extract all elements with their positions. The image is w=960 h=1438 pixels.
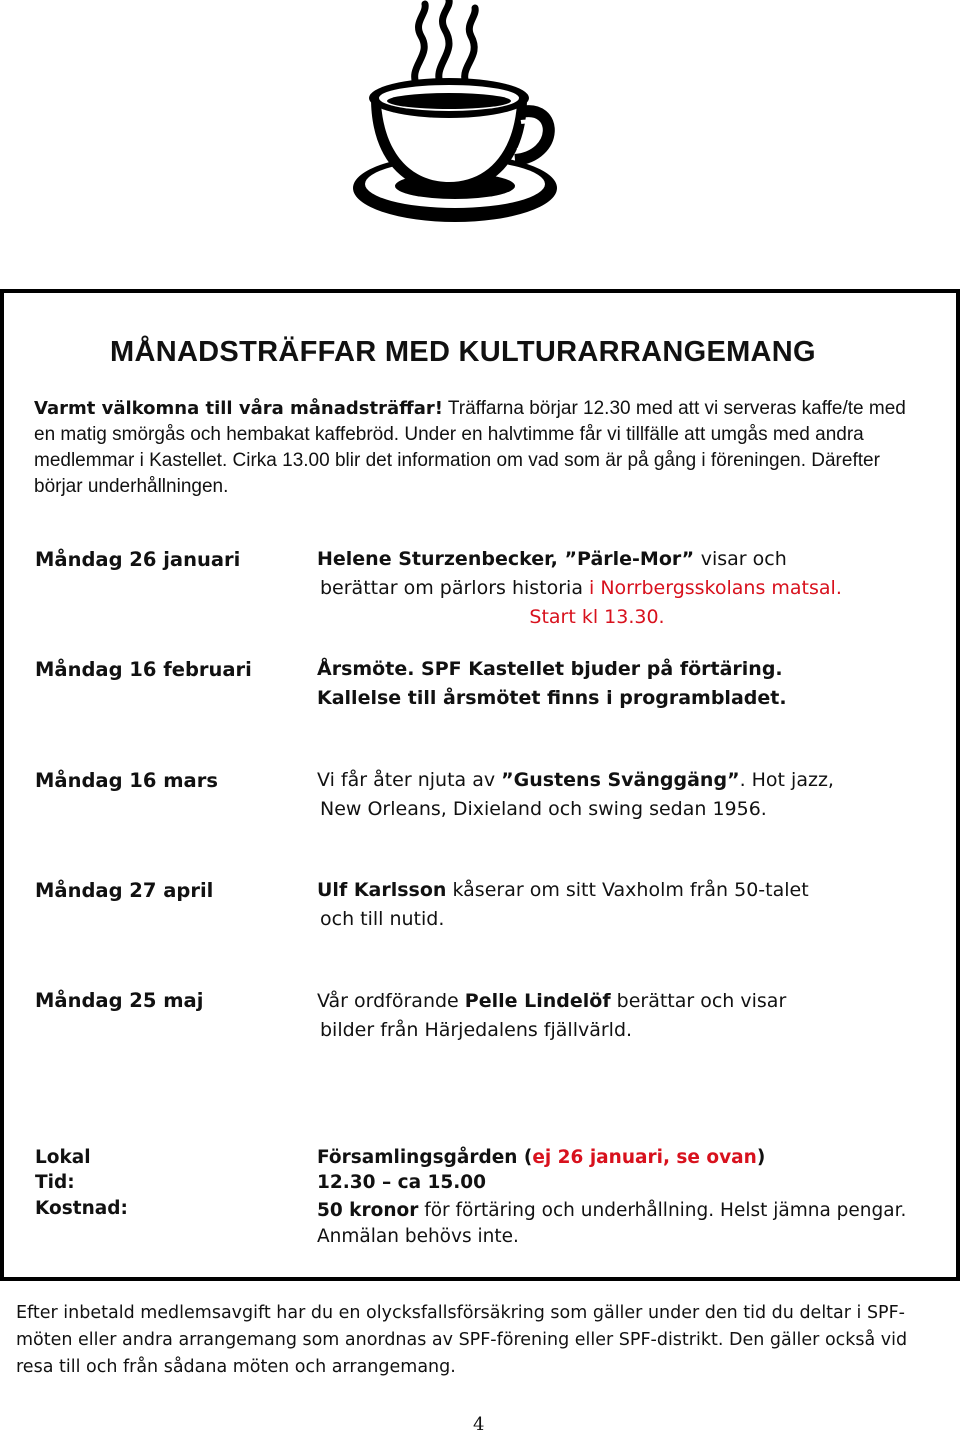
may-name: Pelle Lindelöf	[464, 990, 611, 1012]
event-date-feb: Måndag 16 februari	[35, 658, 252, 681]
intro-text: Träffarna börjar 12.30 med att vi serveras kaffe/te med en matig smörgås och hembakat kaffebröd. Under en halvtimme får vi tillfälle att umgås med andra medlemmar i Kastellet. Cirka 13.00 blir det information om vad som är på gång i föreningen. Därefter börjar underhållningen.	[34, 398, 906, 497]
mar-post: . Hot jazz,	[739, 769, 834, 791]
mar-line2: New Orleans, Dixieland och swing sedan 1956.	[320, 798, 767, 820]
event-date-may: Måndag 25 maj	[35, 989, 204, 1012]
quote-open: ”	[564, 548, 578, 570]
mar-pre: Vi får åter njuta av	[317, 769, 502, 791]
lokal-close: )	[756, 1147, 766, 1168]
may-pre: Vår ordförande	[317, 990, 465, 1012]
quote-close: ”	[681, 548, 701, 570]
lokal-value	[317, 1147, 765, 1168]
apr-name: Ulf Karlsson	[317, 879, 447, 901]
event-desc-apr	[317, 876, 809, 934]
apr-line2: och till nutid.	[320, 908, 445, 930]
event-desc-may	[317, 987, 786, 1045]
event-desc-mar	[317, 766, 834, 824]
feb-line2: Kallelse till årsmötet finns i programbladet.	[317, 687, 787, 709]
quote-close: ”	[727, 769, 740, 791]
feb-line1: Årsmöte. SPF Kastellet bjuder på förtäring.	[317, 658, 783, 680]
lokal-value-text: Församlingsgården (	[317, 1147, 533, 1168]
jan-line2b: i Norrbergsskolans matsal.	[589, 577, 842, 599]
jan-highlight: Pärle-Mor	[577, 548, 682, 570]
page-number: 4	[473, 1414, 485, 1435]
tid-value: 12.30 – ca 15.00	[317, 1172, 487, 1193]
kostnad-value	[317, 1198, 906, 1250]
jan-line2a: berättar om pärlors historia	[320, 577, 590, 599]
apr-rest: kåserar om sitt Vaxholm från 50-talet	[446, 879, 809, 901]
event-desc-jan	[317, 545, 877, 632]
page-title: MÅNADSTRÄFFAR MED KULTURARRANGEMANG	[110, 336, 816, 368]
event-date-jan: Måndag 26 januari	[35, 548, 241, 571]
may-line2: bilder från Härjedalens fjällvärld.	[320, 1019, 633, 1041]
kostnad-label: Kostnad:	[35, 1198, 128, 1219]
jan-name: Helene Sturzenbecker,	[317, 548, 565, 570]
intro-bold: Varmt välkomna till våra månadsträffar!	[34, 398, 443, 419]
may-rest: berättar och visar	[610, 990, 787, 1012]
kostnad-rest: för förtäring och underhållning. Helst jämna pengar.	[418, 1200, 907, 1221]
event-desc-feb	[317, 655, 787, 713]
event-date-apr: Måndag 27 april	[35, 879, 214, 902]
insurance-footer: Efter inbetald medlemsavgift har du en olycksfallsförsäkring som gäller under den tid du deltar i SPF-möten eller andra arrangemang som anordnas av SPF-förening eller SPF-distrikt. Den gäller också vid resa till och från sådana möten och arrangemang.	[16, 1303, 908, 1377]
jan-rest: visar och	[700, 548, 787, 570]
lokal-note: ej 26 januari, se ovan	[532, 1147, 757, 1168]
quote-open: ”	[501, 769, 514, 791]
tid-label: Tid:	[35, 1172, 75, 1193]
lokal-label: Lokal	[35, 1147, 91, 1168]
jan-line3: Start kl 13.30.	[529, 606, 665, 628]
coffee-cup-illustration	[345, 0, 560, 228]
kostnad-line2: Anmälan behövs inte.	[317, 1226, 519, 1247]
intro-paragraph	[34, 396, 914, 500]
event-date-mar: Måndag 16 mars	[35, 769, 218, 792]
kostnad-amount: 50 kronor	[317, 1200, 419, 1221]
mar-highlight: Gustens Svänggäng	[513, 769, 728, 791]
